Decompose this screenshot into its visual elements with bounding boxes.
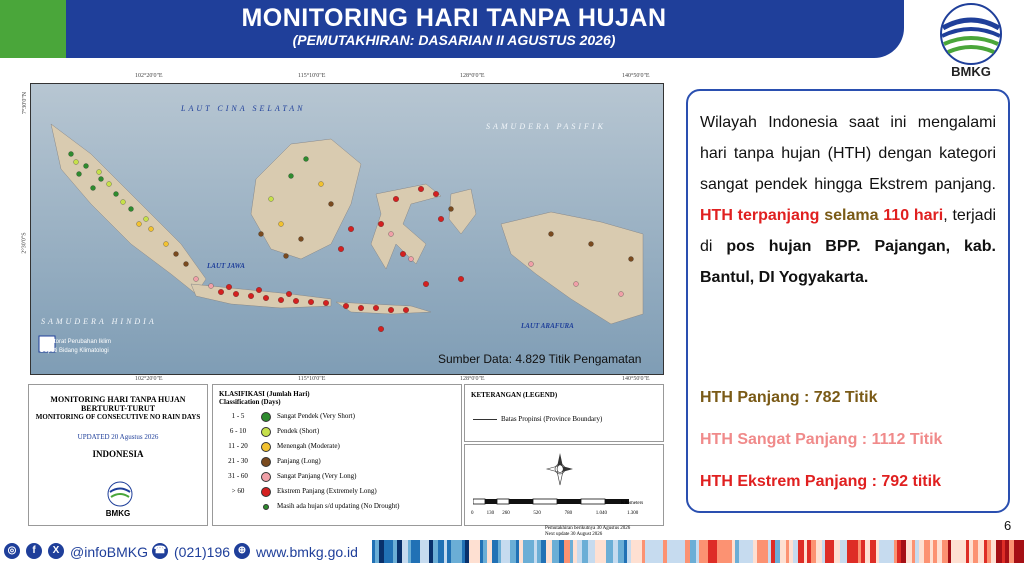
stripe [883,540,888,563]
stripe [390,540,393,563]
classification-range: 31 - 60 [228,472,248,480]
stripe [609,540,613,563]
stripe [492,540,498,563]
stripe [969,540,973,563]
stripe [1020,540,1023,563]
stripe [840,540,843,563]
stripe [474,540,480,563]
stat-ekstrem: HTH Ekstrem Panjang : 792 titik [700,473,941,490]
classification-range: > 60 [231,487,245,495]
stripe [816,540,822,563]
classification-row [213,425,461,440]
stripe [978,540,984,563]
lon-label: 140°50'0"E [622,376,650,382]
stripe [912,540,915,563]
header-green-block [0,0,70,58]
lat-label: 7°30'0"N [22,91,29,115]
summary-panel [686,89,1010,513]
lon-label: 128°0'0"E [460,376,485,382]
stripe [991,540,996,563]
stripe [660,540,663,563]
boundary-label: Batas Propinsi (Province Boundary) [501,415,603,423]
stripe [408,540,411,563]
stripe [937,540,942,563]
stripe [852,540,858,563]
stripe [426,540,429,563]
scale-tick-label: 1.300 [627,511,639,516]
stripe [465,540,469,563]
stripe [984,540,987,563]
stripe [901,540,906,563]
stripe [595,540,600,563]
stripe [1002,540,1005,563]
stripe [732,540,735,563]
stripe [559,540,564,563]
stripe [393,540,397,563]
stripe [618,540,624,563]
map-title-box [28,384,208,526]
stripe [654,540,660,563]
map-title-line2: BERTURUT-TURUT [80,404,156,413]
warming-stripes [372,540,1024,563]
stripe [924,540,930,563]
stripe [375,540,379,563]
hth-label: HTH terpanjang [700,207,820,224]
stripe [636,540,642,563]
sea-label-cina-selatan: LAUT CINA SELATAN [181,104,306,113]
selama-word: selama [824,207,879,224]
stripe [516,540,519,563]
stripe [804,540,807,563]
stripe [600,540,606,563]
lon-label: 102°20'0"E [135,73,163,79]
classification-row [213,455,461,470]
stripe [703,540,708,563]
stripe [429,540,433,563]
classification-label: Sangat Pendek (Very Short) [277,412,355,420]
classification-color-dot [261,487,271,497]
classification-range: 11 - 20 [228,442,248,450]
comma: , [943,207,948,224]
stripe [649,540,654,563]
scale-tick-label: 0 [471,511,474,516]
classification-label: Ekstrem Panjang (Extremely Long) [277,487,377,495]
stripe [771,540,775,563]
lat-label: 2°30'0"S [21,232,28,254]
stripe [501,540,505,563]
x-twitter-icon[interactable]: X [48,543,64,559]
stripe [861,540,865,563]
stripe [762,540,768,563]
stripe [786,540,789,563]
stat-panjang: HTH Panjang : 782 Titik [700,389,878,406]
stripe [624,540,627,563]
stripe [469,540,474,563]
stripe [897,540,901,563]
phone-icon: ☎ [152,543,168,559]
stripe [402,540,408,563]
stripe [744,540,750,563]
stripe [462,540,465,563]
stripe [631,540,636,563]
summary-intro: Wilayah Indonesia saat ini mengalami hari tanpa hujan (HTH) dengan kategori sangat pendek hingga Ekstrem panjang. [700,114,996,193]
stripe [415,540,420,563]
stripe [372,540,375,563]
stripe [879,540,883,563]
stripe [834,540,840,563]
stripe [775,540,780,563]
stripe [811,540,816,563]
boundary-line [473,419,497,420]
stripe [582,540,588,563]
stripe [1005,540,1009,563]
classification-row [213,470,461,485]
scale-tick-label: 780 [564,511,573,516]
scale-tick-label: 130 [486,511,495,516]
classification-row [213,440,461,455]
stripe [930,540,933,563]
stripe [537,540,541,563]
facebook-icon[interactable]: f [26,543,42,559]
classification-range: 1 - 5 [231,412,245,420]
sea-label-hindia: SAMUDERA HINDIA [41,317,157,326]
stripe [480,540,483,563]
stripe [735,540,739,563]
bmkg-small-logo-icon [107,481,133,507]
lon-label: 128°0'0"E [460,73,485,79]
stripe [822,540,825,563]
institution-label: Direktorat Perubahan Iklim Deputi Bidang Klimatologi [40,339,112,354]
stripe [987,540,991,563]
classification-range: 6 - 10 [229,427,247,435]
stripe [411,540,415,563]
region-label: INDONESIA [92,449,144,459]
classification-label: Pendek (Short) [277,427,320,435]
classification-label: Panjang (Long) [277,457,321,465]
stripe [1009,540,1014,563]
updated-label: UPDATED 20 Agustus 2026 [77,433,159,441]
stripe [876,540,879,563]
stripe [793,540,798,563]
stripe [996,540,1002,563]
lon-label: 102°20'0"E [135,376,163,382]
stripe [915,540,919,563]
classification-color-dot [261,412,271,422]
stripe [645,540,649,563]
stripe [717,540,721,563]
stripe [825,540,829,563]
page-subtitle: (PEMUTAKHIRAN: DASARIAN II AGUSTUS 2026) [292,32,616,48]
stripe [379,540,384,563]
stripe [708,540,714,563]
stripe [444,540,447,563]
stat-sangat-panjang: HTH Sangat Panjang : 1112 Titik [700,431,943,448]
stripe [433,540,438,563]
stripe [966,540,969,563]
stripe [906,540,912,563]
stripe [888,540,894,563]
stripe [384,540,390,563]
phone-number[interactable]: (021)196 [174,544,231,560]
stripe [1014,540,1020,563]
stripe [942,540,948,563]
data-source: Sumber Data: 4.829 Titik Pengamatan [438,352,642,366]
instagram-icon[interactable]: ◎ [4,543,20,559]
page-title: MONITORING HARI TANPA HUJAN [241,4,667,32]
stripe [483,540,487,563]
sea-label-arafura: LAUT ARAFURA [521,322,574,330]
stripe [667,540,672,563]
scale-tick-label: 1.040 [595,511,608,516]
classification-label: Masih ada hujan s/d updating (No Drought) [277,502,400,510]
lon-label: 140°50'0"E [622,73,650,79]
stripe [721,540,726,563]
stripe [951,540,955,563]
stripe [564,540,570,563]
stripe [552,540,555,563]
stripe [397,540,402,563]
stripe [798,540,804,563]
stripe [780,540,786,563]
classification-color-dot [263,504,269,510]
map-title-line1: MONITORING HARI TANPA HUJAN [50,395,186,404]
stripe [919,540,924,563]
map-title-line3: MONITORING OF CONSECUTIVE NO RAIN DAYS [35,413,201,421]
website-link[interactable]: www.bmkg.go.id [256,544,358,560]
scale-box [464,444,664,526]
next-update-note: Pemutakhiran berikutnya 30 Agustus 2026 Next update 30 August 2026 [545,526,631,537]
stripe [505,540,510,563]
stripe [487,540,492,563]
stripe [696,540,699,563]
stripe [577,540,582,563]
stripe [768,540,771,563]
stripe [447,540,451,563]
stripe [847,540,852,563]
stripe [510,540,516,563]
stripe [843,540,847,563]
legend-title: KETERANGAN (LEGEND) [471,391,558,399]
hth-location: pos hujan BPP. Pajangan, kab. Bantul, DI Yogyakarta. [700,238,997,286]
stripe [973,540,978,563]
classification-color-dot [261,442,271,452]
stripe [528,540,534,563]
stripe [420,540,426,563]
indonesia-map[interactable] [30,83,664,375]
sea-label-pasifik: SAMUDERA PASIFIK [486,122,606,131]
stripe [606,540,609,563]
stripe [642,540,645,563]
stripe [726,540,732,563]
classification-row [213,485,461,500]
stripe [555,540,559,563]
classification-color-dot [261,457,271,467]
stripe [753,540,757,563]
stripe [451,540,456,563]
small-logo-text: BMKG [105,509,131,518]
stripe [541,540,546,563]
stripe [858,540,861,563]
stripe [750,540,753,563]
stripe [789,540,793,563]
stripe [870,540,876,563]
stripe [865,540,870,563]
stripe [690,540,696,563]
stripe [573,540,577,563]
page-number: 6 [1004,518,1012,533]
stripe [591,540,595,563]
stripe [933,540,937,563]
globe-icon: ⊕ [234,543,250,559]
classification-label: Menengah (Moderate) [277,442,340,450]
stripe [948,540,951,563]
scale-unit: Kilometers [621,501,644,506]
stripe [534,540,537,563]
classification-label: Sangat Panjang (Very Long) [277,472,357,480]
classification-color-dot [261,427,271,437]
stripe [438,540,444,563]
classification-row [213,410,461,425]
summary-text [700,107,996,293]
stripe [498,540,501,563]
stripe [699,540,703,563]
classification-title: KLASIFIKASI (Jumlah Hari) [219,390,310,398]
stripe [456,540,462,563]
stripe [757,540,762,563]
scale-tick-label: 520 [533,511,541,516]
scale-bar [473,497,643,509]
stripe [681,540,685,563]
classification-range: 21 - 30 [228,457,248,465]
stripe [894,540,897,563]
terjadi-word: terjadi di [700,207,997,255]
scale-tick-label: 260 [502,511,510,516]
stripe [663,540,667,563]
stripe [570,540,573,563]
stripe [613,540,618,563]
stripe [829,540,834,563]
compass-icon [545,449,575,489]
classification-subtitle: Classification (Days) [219,398,281,406]
lon-label: 115°10'0"E [298,376,326,382]
social-handle[interactable]: @infoBMKG [70,544,149,560]
stripe [955,540,960,563]
classification-color-dot [261,472,271,482]
stripe [523,540,528,563]
stripe [807,540,811,563]
stripe [519,540,523,563]
stripe [588,540,591,563]
classification-row [213,500,461,515]
stripe [672,540,678,563]
sea-label-jawa: LAUT JAWA [207,262,245,270]
stripe [678,540,681,563]
logo-text: BMKG [951,64,991,79]
hth-days: 110 hari [883,207,944,224]
stripe [960,540,966,563]
classification-legend [212,384,462,526]
stripe [627,540,631,563]
legend-box [464,384,664,442]
lon-label: 115°10'0"E [298,73,326,79]
stripe [546,540,552,563]
stripe [685,540,690,563]
stripe [714,540,717,563]
stripe [739,540,744,563]
